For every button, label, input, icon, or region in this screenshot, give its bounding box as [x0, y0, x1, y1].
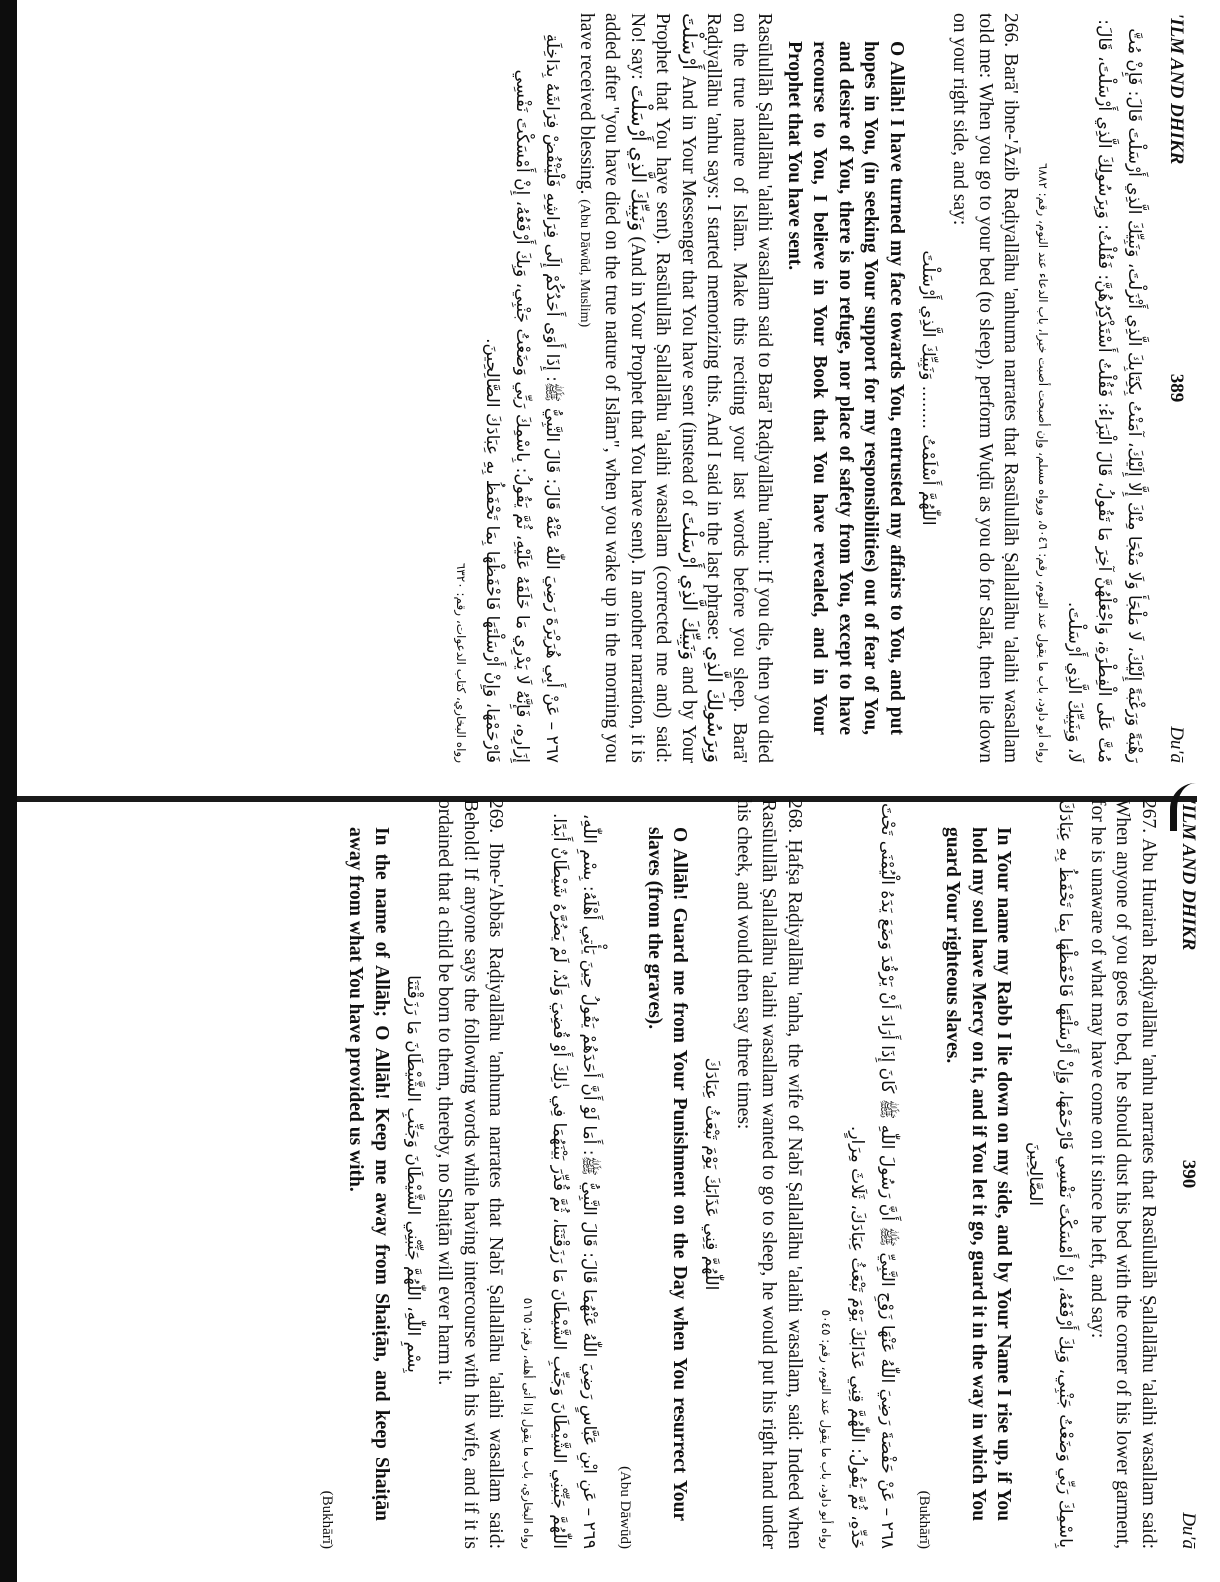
hadith-268-arabic-dua: اللّٰهُمَّ قِنِي عَذَابَكَ يَوْمَ تَبْعَثُ عِبَادَكَ — [701, 1057, 722, 1291]
hadith-267-arabic: ٢٦٧ – عَنْ أَبِي هُرَيْرَةَ رَضِيَ اللّٰهُ عَنْهُ قَالَ: قَالَ النَّبِيُّ ﷺ: إِذَا أَوَى أَحَدُكُمْ إِلَى فِرَاشِهِ فَلْيَنْفُضْ فِرَاشَهُ بِدَاخِلَةِ إِزَارِهِ، فَإِنَّهُ لَا يَدْرِي مَا خَلَفَهُ عَلَيْهِ، ثُمَّ يَقُولُ: بِاسْمِكَ رَبِّي وَضَعْتُ جَنْبِي، وَبِكَ أَرْفَعُهُ، إِنْ أَمْسَكْتَ نَفْسِي فَارْحَمْهَا، وَإِنْ أَرْسَلْتَهَا فَاحْفَظْهَا بِمَا تَحْفَظُ بِهِ عِبَادَكَ الصَّالِحِينَ. — [482, 33, 563, 763]
running-head-left: 'ILM AND DHIKR — [1166, 13, 1187, 165]
hadith-267-text: 267. Abu Hurairah Raḍiyallāhu 'anhu narrates that Rasūlullāh Ṣallallāhu 'alaihi wasallam said: When anyone of you goes to bed, he should dust his bed with the corner of his lower garment, for he is unaware of what may have come on it since he left, and say: — [1087, 799, 1159, 1549]
page-390 — [71, 799, 1199, 1549]
running-head-right: Du'ā — [1166, 726, 1187, 763]
page-number: 389 — [1166, 373, 1187, 403]
arabic-reference: رواه أبو داود، باب ما يقول عند النوم، رقم: ٥٠٤٦، ورواه مسلم، وإن أصبحت أصبت خيرا، باب الدعاء عند النوم، رقم: ٦٨٨٢ — [1036, 163, 1050, 763]
page-389 — [59, 13, 1187, 763]
hadith-268-text: 268. Ḥafṣa Raḍiyallāhu 'anha, the wife of Nabī Ṣallallāhu 'alaihi wasallam, said: Indeed when Rasūlullāh Ṣallallāhu 'alaihi wasallam wanted to go to sleep, he would put his right hand under his cheek, and would then say three times: — [733, 799, 805, 1549]
hadith-267-source: (Bukhārī) — [916, 1490, 932, 1549]
hadith-266-arabic-dua: اللّٰهُمَّ أَسْلَمْتُ ........ وَنَبِيِّكَ الَّذِي أَرْسَلْتَ — [918, 250, 938, 526]
page-body — [71, 799, 1161, 1549]
hadith-266-text: 266. Barā' ibne-'Āzib Raḍiyallāhu 'anhuma narrates that Rasūlullāh Ṣallallāhu 'alaihi wasallam told me: When you go to your bed (to sleep), perform Wuḍū as you do for Salāt, then lie down on your right side, and say: — [949, 13, 1022, 763]
running-head-right: Du'ā — [1178, 1512, 1199, 1549]
hadith-269-arabic-dua: بِسْمِ اللّٰهِ، اللّٰهُمَّ جَنِّبْنِي الشَّيْطَانَ وَجَنِّبِ الشَّيْطَانَ مَا رَزَقْتَنَا — [403, 975, 423, 1373]
scan-left-edge — [0, 0, 17, 1582]
hadith-266-dua-translation: O Allāh! I have turned my face towards You, entrusted my affairs to You, and put hopes in You, (in seeking Your support for my responsibilities) out of fear of You, and desire of You, there is no refuge, nor place of safety from You, except to have recourse to You, I believe in Your Book that You have revealed, and in Your Prophet that You have sent. — [784, 41, 907, 735]
hadith-269-reference: رواه البخاري، باب ما يقول إذا أتى أهله، رقم: ٥١٦٥ — [521, 1297, 535, 1549]
hadith-269-source: (Bukhārī) — [319, 1490, 335, 1549]
hadith-268-arabic: ٢٦٨ – عَنْ حَفْصَةَ رَضِيَ اللّٰهُ عَنْهَا زَوْجِ النَّبِيِّ ﷺ أَنَّ رَسُولَ اللّٰهِ ﷺ كَانَ إِذَا أَرَادَ أَنْ يَرْقُدَ وَضَعَ يَدَهُ الْيُمْنَى تَحْتَ خَدِّهِ، ثُمَّ يَقُولُ: اللّٰهُمَّ قِنِي عَذَابَكَ يَوْمَ تَبْعَثُ عِبَادَكَ، ثَلَاثَ مِرَارٍ. — [847, 802, 898, 1549]
hadith-268-source: (Abu Dāwūd) — [617, 1466, 634, 1549]
hadith-267-reference: رواه البخاري، كتاب الدعوات، رقم: ٦٣٢٠ — [454, 562, 469, 763]
page-body — [59, 13, 1149, 763]
hadith-266-commentary-text: Rasūlullāh Ṣallallāhu 'alaihi wasallam said to Barā' Raḍiyallāhu 'anhu: If you die, then you died on the true nature of Islām. Make this reciting your last words before you sleep. Barā' Raḍiyallāhu 'anhu says: I started memorizing this. And I said in the last phrase: وَبِرَسُولِكَ الَّذِي أَرْسَلْتَ And in Your Messenger that You have sent (instead of وَنَبِيِّكَ الَّذِي أَرْسَلْتَ and by Your Prophet that You have sent). Rasūlullāh Ṣallallāhu 'alaihi wasallam (corrected me and) said: No! say: وَنَبِيِّكَ الَّذِي أَرْسَلْتَ (And in Your Prophet that You have sent). In another narration, it is added after "you have died on the true nature of Islām", when you wake up in the morning you have received blessing. — [576, 13, 776, 764]
hadith-267-arabic-dua: بِاسْمِكَ رَبِّي وَضَعْتُ جَنْبِي، وَبِكَ أَرْفَعُهُ، إِنْ أَمْسَكْتَ نَفْسِي فَارْحَمْهَا، وَإِنْ أَرْسَلْتَهَا فَاحْفَظْهَا بِمَا تَحْفَظُ بِهِ عِبَادَكَ الصَّالِحِينَ — [1025, 799, 1076, 1549]
hadith-267-dua-translation: In Your name my Rabb I lie down on my side, and by Your Name I rise up, if You hold my soul have Mercy on it, and if You let it go, guard it in the way in which You guard Your righteous slaves. — [942, 827, 1015, 1521]
hadith-269-arabic: ٢٦٩ – عَنِ ابْنِ عَبَّاسٍ رَضِيَ اللّٰهُ عَنْهُمَا قَالَ: قَالَ النَّبِيُّ ﷺ: أَمَا لَوْ أَنَّ أَحَدَهُمْ يَقُولُ حِينَ يَأْتِي أَهْلَهُ: بِسْمِ اللّٰهِ، اللّٰهُمَّ جَنِّبْنِي الشَّيْطَانَ وَجَنِّبِ الشَّيْطَانَ مَا رَزَقْتَنَا، ثُمَّ قُدِّرَ بَيْنَهُمَا فِي ذٰلِكَ أَوْ قُضِيَ وَلَدٌ، لَمْ يَضُرَّهُ شَيْطَانٌ أَبَدًا. — [549, 813, 599, 1549]
hadith-268-reference: رواه أبو داود، باب ما يقول عند النوم، رقم: ٥٠٤٥ — [819, 1309, 834, 1549]
page-header — [1153, 13, 1187, 763]
hadith-266-source: (Abu Dāwūd, Muslim) — [577, 199, 592, 328]
running-head-left: 'ILM AND DHIKR — [1178, 799, 1199, 951]
page-header — [1165, 799, 1199, 1549]
hadith-269-dua-translation: In the name of Allāh; O Allāh! Keep me away from Shaiṭān, and keep Shaiṭān away from what You have provided us with. — [345, 827, 392, 1521]
page-number: 390 — [1178, 1159, 1199, 1189]
hadith-268-dua-translation: O Allāh! Guard me from Your Punishment on the Day when You resurrect Your slaves (from the graves). — [644, 827, 691, 1521]
hadith-269-text: 269. Ibne-'Abbās Raḍiyallāhu 'anhuma narrates that Nabī Ṣallallāhu 'alaihi wasallam said: Behold! If anyone says the following words while having intercourse with his wife, and if it is ordained that a child be born to them, thereby, no Shaiṭān will ever harm it. — [434, 799, 507, 1549]
arabic-continuation: رَهْبَةً وَرَغْبَةً إِلَيْكَ، لَا مَلْجَأَ وَلَا مَنْجَا مِنْكَ إِلَّا إِلَيْكَ، آمَنْتُ بِكِتَابِكَ الَّذِي أَنْزَلْتَ، وَنَبِيِّكَ الَّذِي أَرْسَلْتَ قَالَ: فَإِنْ مُتَّ مُتَّ عَلَى الْفِطْرَةِ، وَاجْعَلْهُنَّ آخِرَ مَا تَقُولُ، قَالَ الْبَرَاءُ: فَقُلْتُ أَسْتَذْكِرُهُنَّ: فَقُلْتُ: وَبِرَسُولِكَ الَّذِي أَرْسَلْتَ، قَالَ: لَا، وَبِنَبِيِّكَ الَّذِي أَرْسَلْتَ. — [1064, 19, 1144, 763]
hadith-266-commentary — [572, 13, 778, 763]
